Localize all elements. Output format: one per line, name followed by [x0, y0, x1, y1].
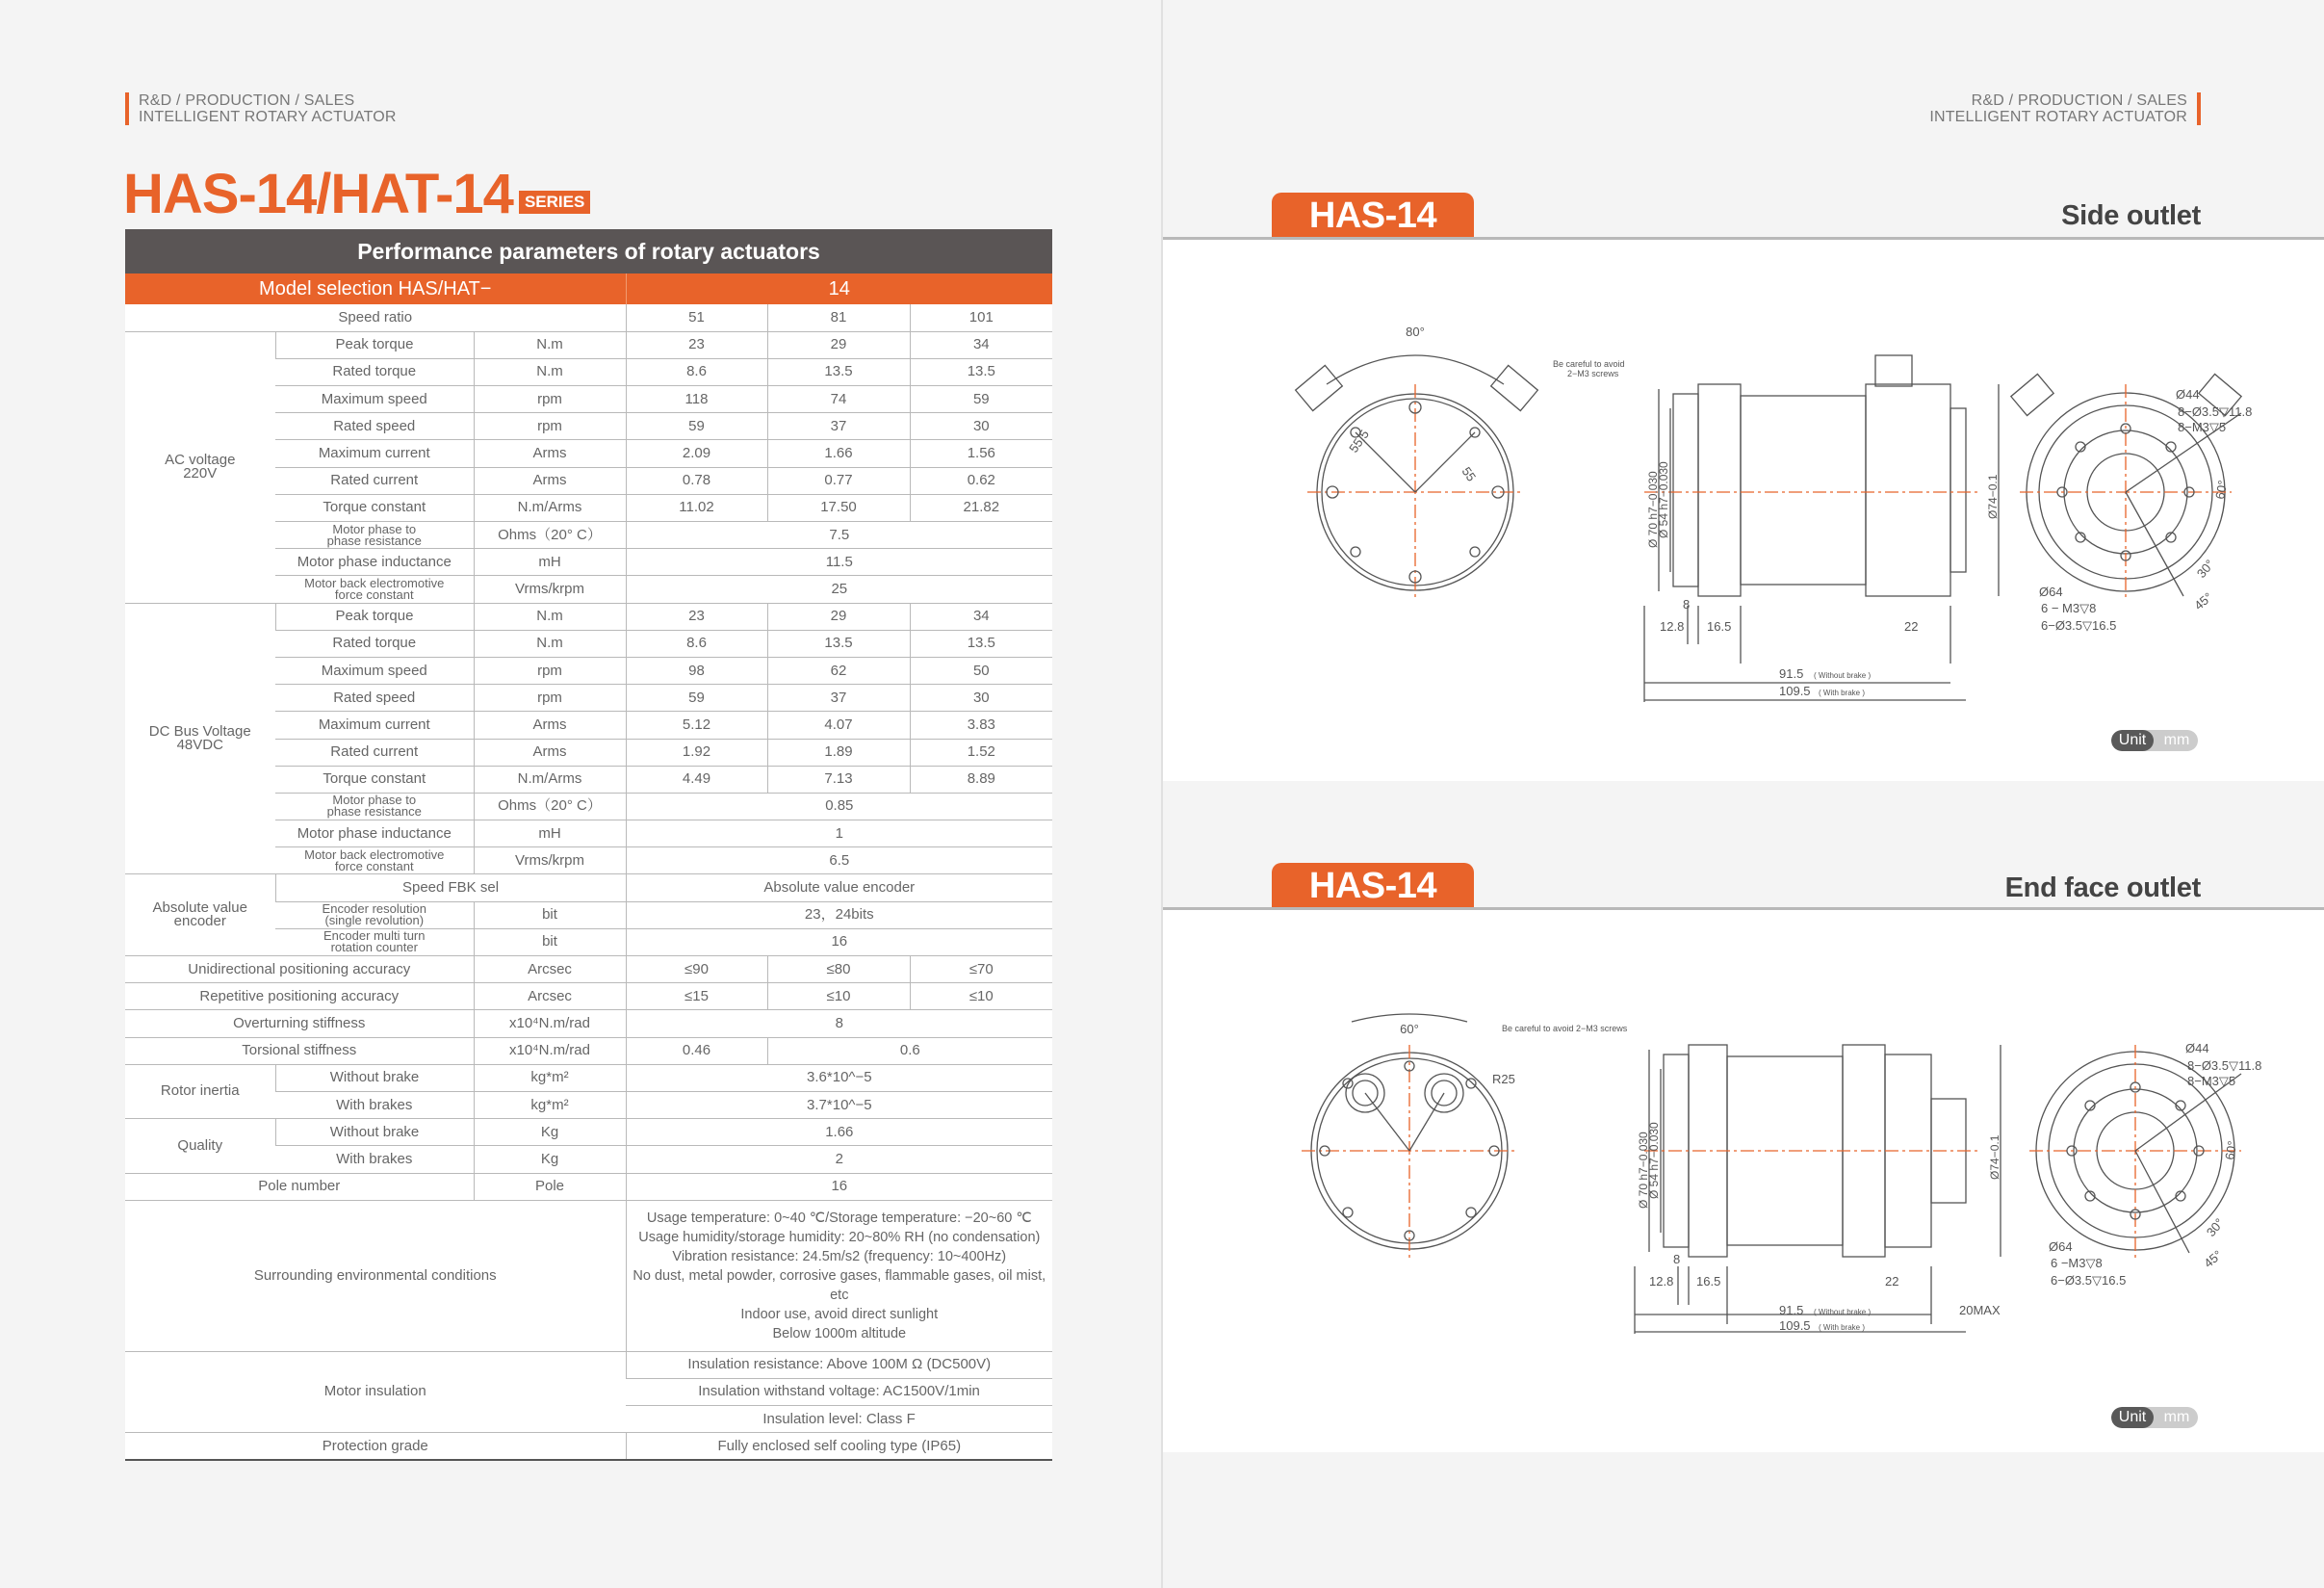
unidirectional-accuracy-value: ≤70 [910, 956, 1052, 983]
dc-value: 8.89 [910, 766, 1052, 793]
dc-unit: N.m [474, 603, 626, 630]
ac-value: 13.5 [767, 358, 910, 385]
quality-param: With brakes [275, 1146, 474, 1173]
side-dim-angle: 80° [1406, 325, 1425, 339]
overturning-label: Overturning stiffness [125, 1010, 474, 1037]
dc-unit: rpm [474, 685, 626, 712]
side-dim-8: 8 [1683, 597, 1691, 612]
ac-unit: Ohms（20° C） [474, 522, 626, 549]
ac-value: 21.82 [910, 494, 1052, 521]
ac-param: Rated torque [275, 358, 474, 385]
unidirectional-accuracy-value: ≤80 [767, 956, 910, 983]
speed-ratio-row [125, 304, 1052, 331]
torsional-value-51: 0.46 [626, 1037, 767, 1064]
end-dim-d70: Ø 70 h7−0.030 [1637, 1132, 1650, 1209]
dc-param: Motor phase to phase resistance [275, 793, 474, 820]
title-main: HAS-14/HAT-14 [123, 163, 513, 225]
ac-param: Peak torque [275, 331, 474, 358]
encoder-res-value: 23，24bits [626, 901, 1052, 928]
side-view-front-flange [1673, 394, 1698, 586]
dc-value: 62 [767, 657, 910, 684]
side-view-motor-body [1741, 396, 1866, 585]
end-dim-1095-note: ( With brake ) [1819, 1323, 1866, 1332]
side-dim-a45: 45° [2191, 589, 2215, 613]
ac-value: 11.5 [626, 549, 1052, 576]
end-dim-a45: 45° [2201, 1247, 2225, 1271]
ac-value: 7.5 [626, 522, 1052, 549]
ac-param: Rated speed [275, 413, 474, 440]
page-header-left [125, 92, 397, 125]
insulation-row [125, 1351, 1052, 1378]
side-dim-a30: 30° [2193, 557, 2217, 581]
repetitive-accuracy-value: ≤10 [767, 983, 910, 1010]
ac-value: 1.56 [910, 440, 1052, 467]
dc-value: 8.6 [626, 630, 767, 657]
end-dim-a60: 60° [2222, 1139, 2240, 1161]
dc-row [125, 603, 1052, 630]
side-dim-915-note: ( Without brake ) [1814, 671, 1872, 680]
repetitive-accuracy-value: ≤15 [626, 983, 767, 1010]
end-dim-a30: 30° [2203, 1215, 2227, 1239]
ac-value: 11.02 [626, 494, 767, 521]
ac-value: 74 [767, 386, 910, 413]
dc-param: Motor phase inductance [275, 820, 474, 847]
insulation-label: Motor insulation [125, 1351, 626, 1433]
dc-value: 34 [910, 603, 1052, 630]
insulation-value: Insulation withstand voltage: AC1500V/1min [626, 1378, 1052, 1405]
ac-value: 0.78 [626, 467, 767, 494]
page-title [123, 162, 590, 226]
end-dim-915-note: ( Without brake ) [1814, 1308, 1872, 1316]
ac-value: 17.50 [767, 494, 910, 521]
header-line-1: R&D / PRODUCTION / SALES [139, 92, 355, 109]
quality-unit: Kg [474, 1146, 626, 1173]
side-dim-d74: Ø74−0.1 [1986, 474, 2000, 519]
ac-value: 59 [626, 413, 767, 440]
dc-value: 23 [626, 603, 767, 630]
ac-row [125, 331, 1052, 358]
protection-value: Fully enclosed self cooling type (IP65) [626, 1433, 1052, 1460]
inertia-value: 3.6*10^−5 [626, 1064, 1052, 1091]
end-dim-r25: R25 [1492, 1072, 1515, 1086]
repetitive-accuracy-row [125, 983, 1052, 1010]
side-note-1: Be careful to avoid [1553, 359, 1625, 369]
dc-param: Maximum speed [275, 657, 474, 684]
end-face-tab: HAS-14 [1272, 863, 1474, 909]
side-outlet-title: Side outlet [2061, 200, 2201, 231]
model-row [125, 273, 1052, 304]
quality-unit: Kg [474, 1119, 626, 1146]
ac-value: 0.77 [767, 467, 910, 494]
end-dim-915: 91.5 [1779, 1303, 1804, 1317]
dc-value: 1.92 [626, 739, 767, 766]
side-dim-h64: Ø64 [2039, 585, 2063, 599]
ac-value: 30 [910, 413, 1052, 440]
ac-unit: Vrms/krpm [474, 576, 626, 603]
quality-value: 2 [626, 1146, 1052, 1173]
dc-value: 13.5 [767, 630, 910, 657]
dc-unit: Arms [474, 712, 626, 739]
left-page [0, 0, 1161, 1588]
dc-unit: N.m [474, 630, 626, 657]
side-dim-d54: Ø 54 h7−0.030 [1657, 461, 1670, 538]
ac-unit: rpm [474, 413, 626, 440]
ac-unit: mH [474, 549, 626, 576]
dc-value: 1.52 [910, 739, 1052, 766]
overturning-unit: x10⁴N.m/rad [474, 1010, 626, 1037]
end-dim-8: 8 [1673, 1252, 1681, 1266]
environment-line: Usage temperature: 0~40 ℃/Storage temperature: −20~60 ℃ [646, 1210, 1032, 1226]
pole-unit: Pole [474, 1173, 626, 1200]
speed-ratio-label: Speed ratio [125, 304, 626, 331]
end-dim-22: 22 [1885, 1274, 1899, 1289]
unit-value-2: mm [2163, 1409, 2190, 1425]
unidirectional-accuracy-value: ≤90 [626, 956, 767, 983]
header-line-1-right: R&D / PRODUCTION / SALES [1971, 92, 2187, 109]
inertia-unit: kg*m² [474, 1064, 626, 1091]
side-dim-a60: 60° [2212, 479, 2231, 501]
repetitive-accuracy-label: Repetitive positioning accuracy [125, 983, 474, 1010]
encoder-res-unit: bit [474, 901, 626, 928]
ac-value: 59 [910, 386, 1052, 413]
ac-value: 34 [910, 331, 1052, 358]
ac-value: 8.6 [626, 358, 767, 385]
side-dim-r2: 55 [1459, 464, 1480, 484]
environment-conditions [626, 1200, 1052, 1351]
dc-param: Motor back electromotive force constant [275, 847, 474, 874]
side-outlet-drawing [1163, 240, 2324, 781]
header-line-2-right: INTELLIGENT ROTARY ACTUATOR [1929, 109, 2187, 125]
side-view-cable-gland [1875, 355, 1912, 386]
ac-value: 1.66 [767, 440, 910, 467]
end-dim-h64: Ø64 [2049, 1239, 2073, 1254]
page-header-right [1929, 92, 2201, 125]
ratio-101: 101 [910, 304, 1052, 331]
side-dim-h44: Ø44 [2176, 387, 2200, 402]
side-dim-h6m35: 6−Ø3.5▽16.5 [2041, 618, 2117, 633]
dc-value: 29 [767, 603, 910, 630]
ac-unit: N.m [474, 331, 626, 358]
ac-unit: Arms [474, 440, 626, 467]
inertia-unit: kg*m² [474, 1091, 626, 1118]
dc-param: Torque constant [275, 766, 474, 793]
insulation-value: Insulation level: Class F [626, 1406, 1052, 1433]
side-note-2: 2−M3 screws [1567, 369, 1619, 378]
torsional-value-81-101: 0.6 [767, 1037, 1052, 1064]
dc-value: 0.85 [626, 793, 1052, 820]
ac-unit: rpm [474, 386, 626, 413]
side-cable-gland-left [1296, 365, 1343, 410]
side-dim-165: 16.5 [1707, 619, 1732, 634]
ac-value: 118 [626, 386, 767, 413]
end-dim-1095: 109.5 [1779, 1318, 1811, 1333]
inertia-param: With brakes [275, 1091, 474, 1118]
end-dim-128: 12.8 [1649, 1274, 1674, 1289]
ratio-51: 51 [626, 304, 767, 331]
ac-value: 13.5 [910, 358, 1052, 385]
dc-unit: rpm [474, 657, 626, 684]
end-dim-angle: 60° [1400, 1022, 1419, 1036]
pole-row [125, 1173, 1052, 1200]
ac-param: Motor phase inductance [275, 549, 474, 576]
end-dim-d74: Ø74−0.1 [1988, 1134, 2001, 1180]
side-cable-gland-right [1491, 365, 1538, 410]
end-dim-h6m3: 6 −M3▽8 [2051, 1256, 2103, 1270]
end-dim-d54: Ø 54 h7−0.030 [1647, 1122, 1661, 1199]
dc-value: 1.89 [767, 739, 910, 766]
dc-value: 3.83 [910, 712, 1052, 739]
ac-param: Torque constant [275, 494, 474, 521]
ac-param: Maximum current [275, 440, 474, 467]
environment-line: No dust, metal powder, corrosive gases, flammable gases, oil mist, etc [633, 1267, 1046, 1303]
inertia-group-label: Rotor inertia [125, 1064, 275, 1118]
model-label: Model selection HAS/HAT− [125, 273, 626, 304]
torsional-unit: x10⁴N.m/rad [474, 1037, 626, 1064]
insulation-value: Insulation resistance: Above 100M Ω (DC500V) [626, 1351, 1052, 1378]
ac-param: Maximum speed [275, 386, 474, 413]
end-note: Be careful to avoid 2−M3 screws [1502, 1024, 1628, 1033]
dc-param: Peak torque [275, 603, 474, 630]
encoder-row [125, 874, 1052, 901]
repetitive-accuracy-value: ≤10 [910, 983, 1052, 1010]
dc-value: 1 [626, 820, 1052, 847]
inertia-value: 3.7*10^−5 [626, 1091, 1052, 1118]
side-dim-d70: Ø 70 h7−0.030 [1646, 471, 1660, 548]
ac-unit: N.m/Arms [474, 494, 626, 521]
side-dim-h8m3: 8−M3▽5 [2178, 420, 2227, 434]
dc-unit: mH [474, 820, 626, 847]
torsional-row [125, 1037, 1052, 1064]
encoder-group-label: Absolute value encoder [125, 874, 275, 956]
dc-value: 37 [767, 685, 910, 712]
end-dim-165: 16.5 [1696, 1274, 1721, 1289]
dc-unit: Ohms（20° C） [474, 793, 626, 820]
overturning-row [125, 1010, 1052, 1037]
quality-row [125, 1119, 1052, 1146]
end-dim-h8m3: 8−M3▽5 [2187, 1074, 2236, 1088]
side-outlet-svg [1163, 240, 2324, 781]
dc-unit: Arms [474, 739, 626, 766]
end-dim-20max-label: 20MAX [1959, 1303, 2001, 1317]
ac-value: 23 [626, 331, 767, 358]
end-dim-h6m35: 6−Ø3.5▽16.5 [2051, 1273, 2127, 1288]
overturning-value: 8 [626, 1010, 1052, 1037]
encoder-multi-unit: bit [474, 928, 626, 955]
end-face-drawing [1163, 910, 2324, 1452]
unidirectional-accuracy-row [125, 956, 1052, 983]
environment-line: Vibration resistance: 24.5m/s2 (frequency: 10~400Hz) [672, 1248, 1007, 1264]
side-dim-1095: 109.5 [1779, 684, 1811, 698]
dc-value: 98 [626, 657, 767, 684]
side-dim-h8m35: 8−Ø3.5▽11.8 [2178, 404, 2253, 419]
dc-group-label: DC Bus Voltage 48VDC [125, 603, 275, 874]
table-heading-row [125, 229, 1052, 273]
side-dim-22: 22 [1904, 619, 1919, 634]
right-page [1163, 0, 2324, 1588]
side-dim-r1: 55.5 [1346, 427, 1372, 456]
series-badge: SERIES [519, 191, 590, 214]
inertia-param: Without brake [275, 1064, 474, 1091]
side-unit-badge [2111, 730, 2198, 751]
header-line-2: INTELLIGENT ROTARY ACTUATOR [139, 109, 397, 125]
side-dim-915: 91.5 [1779, 666, 1804, 681]
dc-value: 59 [626, 685, 767, 712]
ac-unit: N.m [474, 358, 626, 385]
dc-param: Rated speed [275, 685, 474, 712]
dc-unit: N.m/Arms [474, 766, 626, 793]
encoder-res-label: Encoder resolution (single revolution) [275, 901, 474, 928]
side-dim-128: 12.8 [1660, 619, 1685, 634]
model-value: 14 [626, 273, 1052, 304]
torsional-label: Torsional stiffness [125, 1037, 474, 1064]
unit-label-2: Unit [2111, 1407, 2154, 1428]
dc-value: 50 [910, 657, 1052, 684]
side-outlet-tab: HAS-14 [1272, 193, 1474, 239]
ac-group-label: AC voltage 220V [125, 331, 275, 603]
side-dim-1095-note: ( With brake ) [1819, 689, 1866, 697]
protection-label: Protection grade [125, 1433, 626, 1460]
ratio-81: 81 [767, 304, 910, 331]
dc-value: 6.5 [626, 847, 1052, 874]
dc-value: 13.5 [910, 630, 1052, 657]
dc-param: Rated current [275, 739, 474, 766]
side-dim-h6m3: 6 − M3▽8 [2041, 601, 2097, 615]
end-face-title: End face outlet [2004, 872, 2201, 903]
pole-value: 16 [626, 1173, 1052, 1200]
encoder-fbk-value: Absolute value encoder [626, 874, 1052, 901]
dc-value: 4.07 [767, 712, 910, 739]
encoder-multi-value: 16 [626, 928, 1052, 955]
end-face-svg [1163, 910, 2324, 1452]
ac-value: 2.09 [626, 440, 767, 467]
environment-line: Indoor use, avoid direct sunlight [740, 1306, 939, 1322]
ac-unit: Arms [474, 467, 626, 494]
quality-param: Without brake [275, 1119, 474, 1146]
end-dim-h8m35: 8−Ø3.5▽11.8 [2187, 1058, 2262, 1073]
spec-table [125, 229, 1052, 1461]
end-dim-h44: Ø44 [2185, 1041, 2209, 1055]
environment-row [125, 1200, 1052, 1351]
ac-param: Motor back electromotive force constant [275, 576, 474, 603]
ac-value: 29 [767, 331, 910, 358]
dc-unit: Vrms/krpm [474, 847, 626, 874]
encoder-multi-label: Encoder multi turn rotation counter [275, 928, 474, 955]
dc-value: 4.49 [626, 766, 767, 793]
inertia-row [125, 1064, 1052, 1091]
environment-label: Surrounding environmental conditions [125, 1200, 626, 1351]
unidirectional-accuracy-unit: Arcsec [474, 956, 626, 983]
dc-value: 7.13 [767, 766, 910, 793]
dc-param: Maximum current [275, 712, 474, 739]
unidirectional-accuracy-label: Unidirectional positioning accuracy [125, 956, 474, 983]
encoder-fbk-label: Speed FBK sel [275, 874, 626, 901]
quality-group-label: Quality [125, 1119, 275, 1173]
protection-row [125, 1433, 1052, 1460]
environment-line: Below 1000m altitude [772, 1325, 907, 1341]
dc-param: Rated torque [275, 630, 474, 657]
dc-value: 5.12 [626, 712, 767, 739]
unit-label: Unit [2111, 730, 2154, 751]
ac-value: 25 [626, 576, 1052, 603]
ac-value: 0.62 [910, 467, 1052, 494]
repetitive-accuracy-unit: Arcsec [474, 983, 626, 1010]
dc-value: 30 [910, 685, 1052, 712]
environment-line: Usage humidity/storage humidity: 20~80% RH (no condensation) [638, 1229, 1041, 1245]
ac-param: Motor phase to phase resistance [275, 522, 474, 549]
table-heading: Performance parameters of rotary actuators [125, 229, 1052, 273]
ac-param: Rated current [275, 467, 474, 494]
end-unit-badge [2111, 1407, 2198, 1428]
quality-value: 1.66 [626, 1119, 1052, 1146]
unit-value: mm [2163, 732, 2190, 748]
pole-label: Pole number [125, 1173, 474, 1200]
ac-value: 37 [767, 413, 910, 440]
